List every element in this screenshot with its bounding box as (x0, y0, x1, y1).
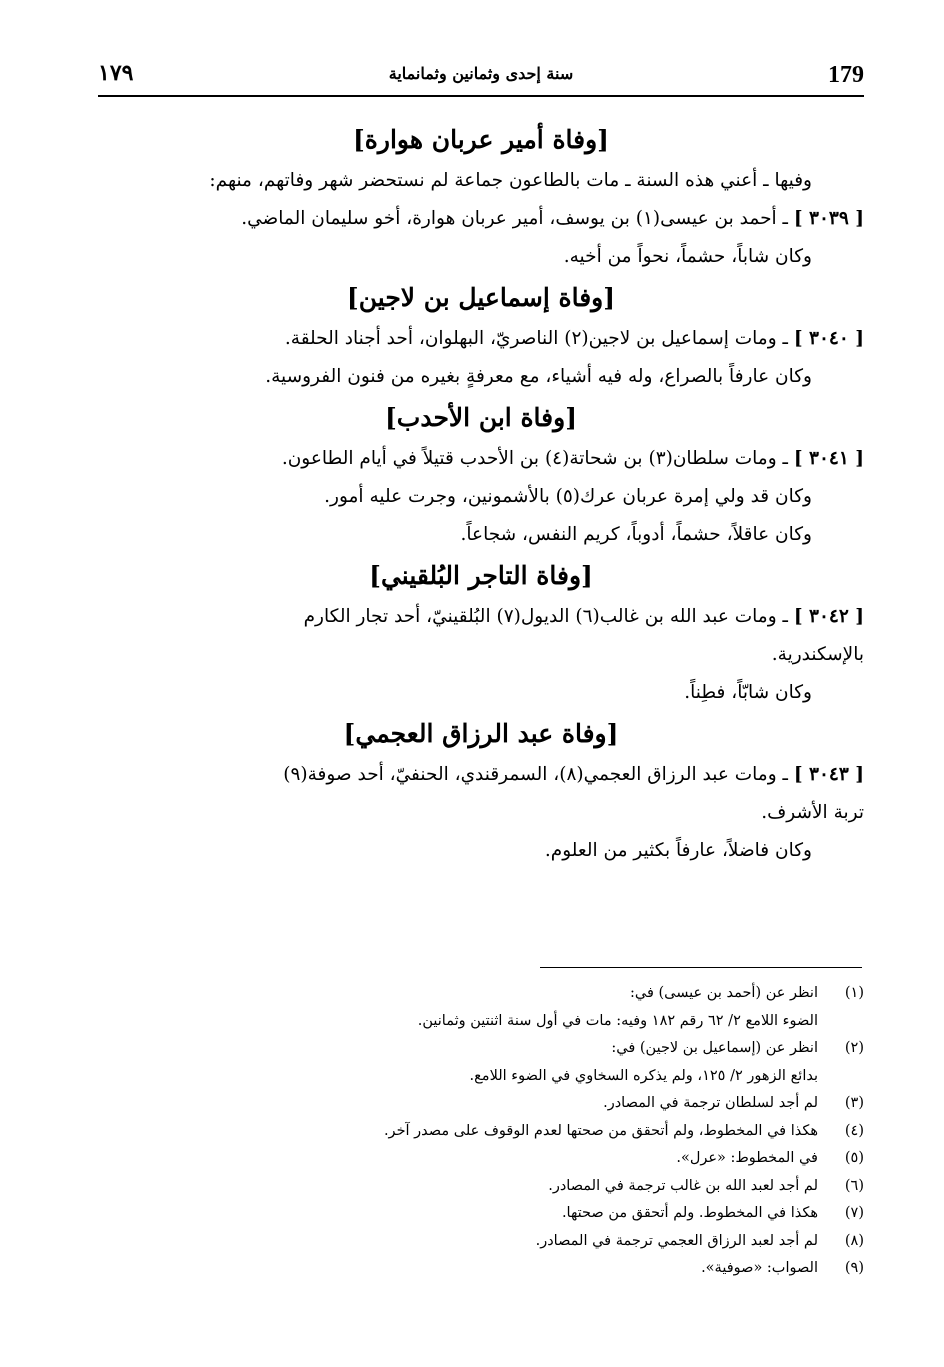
entry-continuation: بالإسكندرية. (771, 644, 864, 665)
footnote-mark: (٨) (844, 1232, 864, 1249)
page-number-arabic: ١٧٩ (98, 60, 134, 86)
footnote (98, 1035, 864, 1063)
footnote-text: الصواب: «صوفية». (701, 1260, 818, 1276)
section-intro: وفيها ـ أعني هذه السنة ـ مات بالطاعون جماعة لم نستحضر شهر وفاتهم، منهم: (209, 170, 812, 191)
entry-text: ـ ومات إسماعيل بن لاجين(٢) الناصريّ، البهلوان، أحد أجناد الحلقة. (284, 328, 788, 349)
entry-line (98, 200, 864, 238)
footnote-mark: (٢) (844, 1040, 864, 1056)
footnote-text: لم أجد لعبد الله بن غالب ترجمة في المصادر. (548, 1177, 818, 1194)
entry-note: وكان شاباً، حشماً، نحواً من أخيه. (563, 246, 812, 267)
section-heading: [وفاة ابن الأحدب] (384, 403, 578, 432)
entry-note: وكان قد ولي إمرة عربان عرك(٥) بالأشمونين، وجرت عليه أمور. (324, 486, 812, 507)
section-2 (98, 276, 864, 396)
entry-line (98, 756, 864, 794)
footnote (98, 1090, 864, 1118)
entry-number: [ ٣٠٤١ ] (793, 448, 864, 469)
entry-note: وكان عاقلاً، حشماً، أدوباً، كريم النفس، شجاعاً. (460, 524, 812, 545)
section-3 (98, 396, 864, 554)
entry-note: وكان شابّاً، فطِناً. (684, 682, 812, 703)
footnote-mark: (٧) (844, 1205, 864, 1221)
footnote-text: انظر عن (أحمد بن عيسى) في: (629, 985, 818, 1001)
entry-text: ـ ومات عبد الرزاق العجمي(٨)، السمرقندي، الحنفيّ، أحد صوفة(٩) (283, 764, 788, 785)
entry-continuation: تربة الأشرف. (761, 802, 864, 823)
entry-number: [ ٣٠٣٩ ] (793, 208, 864, 229)
section-heading: [وفاة إسماعيل بن لاجين] (346, 283, 616, 312)
footnote-mark: (٣) (844, 1095, 864, 1111)
section-heading: [وفاة عبد الرزاق العجمي] (343, 719, 619, 748)
footnote-text: في المخطوط: «عرل». (676, 1150, 818, 1166)
section-1 (98, 118, 864, 276)
footnote-mark: (٤) (844, 1122, 864, 1139)
footnote-text: انظر عن (إسماعيل بن لاجين) في: (611, 1040, 818, 1056)
footnotes (98, 980, 864, 1283)
footnote (98, 1255, 864, 1283)
page-number-latin: 179 (828, 62, 864, 88)
entry-number: [ ٣٠٤٠ ] (793, 328, 864, 349)
header-rule (98, 95, 864, 97)
footnote-text: الضوء اللامع ٢/ ٦٢ رقم ١٨٢ وفيه: مات في أول سنة اثنتين وثمانين. (417, 1012, 818, 1029)
entry-note: وكان فاضلاً، عارفاً بكثير من العلوم. (544, 840, 812, 861)
main-text (98, 118, 864, 870)
footnote (98, 1200, 864, 1228)
section-4 (98, 554, 864, 712)
entry-number: [ ٣٠٤٢ ] (793, 606, 864, 627)
footnote (98, 1173, 864, 1201)
entry-text: ـ ومات عبد الله بن غالب(٦) الديول(٧) البُلقينيّ، أحد تجار الكارم (303, 606, 788, 627)
footnote-text: لم أجد لعبد الرزاق العجمي ترجمة في المصادر. (535, 1232, 818, 1249)
section-5 (98, 712, 864, 870)
entry-text: ـ أحمد بن عيسى(١) بن يوسف، أمير عربان هوارة، أخو سليمان الماضي. (241, 208, 788, 229)
footnote (98, 1118, 864, 1146)
footnote-text: هكذا في المخطوط، ولم أتحقق من صحتها لعدم الوقوف على مصدر آخر. (383, 1122, 818, 1139)
footnote (98, 1228, 864, 1256)
entry-line (98, 320, 864, 358)
footnote-mark: (٥) (844, 1150, 864, 1166)
footnote-mark: (٦) (844, 1177, 864, 1194)
running-title: سنة إحدى وثمانين وثمانماية (388, 64, 574, 83)
footnote (98, 980, 864, 1008)
footnote-rule (540, 967, 862, 968)
footnote-mark: (١) (844, 985, 864, 1001)
footnote (98, 1145, 864, 1173)
section-heading: [وفاة التاجر البُلقيني] (369, 561, 593, 590)
entry-number: [ ٣٠٤٣ ] (793, 764, 864, 785)
entry-note: وكان عارفاً بالصراع، وله فيه أشياء، مع معرفةٍ بغيره من فنون الفروسية. (265, 366, 812, 387)
entry-line (98, 440, 864, 478)
footnote-text: بدائع الزهور ٢/ ١٢٥، ولم يذكره السخاوي في الضوء اللامع. (469, 1067, 818, 1084)
footnote-mark: (٩) (844, 1260, 864, 1276)
page-header (98, 52, 864, 92)
footnote-text: هكذا في المخطوط. ولم أتحقق من صحتها. (561, 1205, 818, 1221)
section-heading: [وفاة أمير عربان هوارة] (352, 125, 610, 154)
entry-text: ـ ومات سلطان(٣) بن شحاتة(٤) بن الأحدب قتيلاً في أيام الطاعون. (281, 448, 788, 469)
entry-line (98, 598, 864, 636)
footnote-text: لم أجد لسلطان ترجمة في المصادر. (603, 1095, 818, 1111)
